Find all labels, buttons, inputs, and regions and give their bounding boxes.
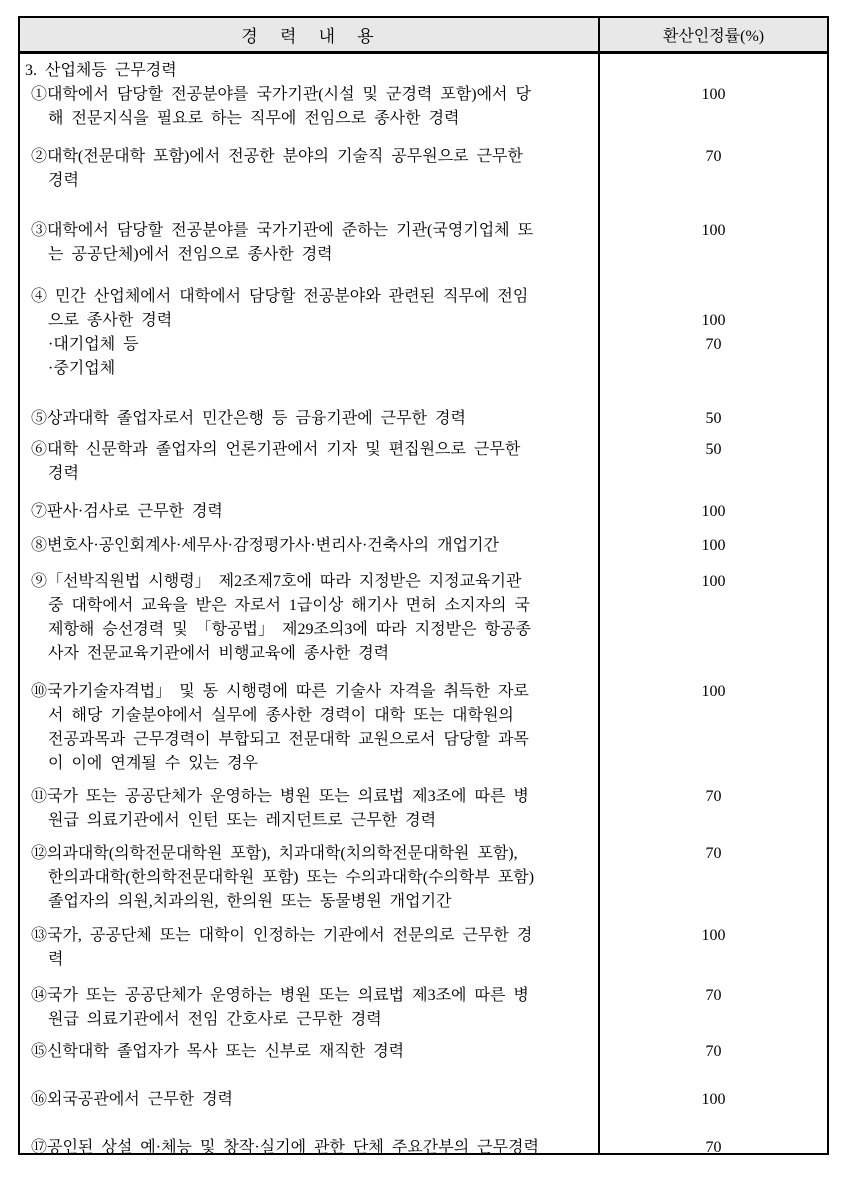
- rate-cell: [600, 407, 827, 431]
- table-row: [20, 842, 827, 914]
- entry-text-cell: [20, 407, 600, 431]
- entry-text-cell: [20, 59, 600, 83]
- career-content-header: 경 력 내 용: [241, 27, 379, 46]
- entry-line: 전공과목과 근무경력이 부합되고 전문대학 교원으로서 담당할 과목: [48, 731, 529, 748]
- entry-line: ⑭국가 또는 공공단체가 운영하는 병원 또는 의료법 제3조에 따른 병: [31, 987, 529, 1004]
- table-row: [20, 1088, 827, 1112]
- entry-line: ⑩국가기술자격법」 및 동 시행령에 따른 기술사 자격을 취득한 자로: [31, 683, 529, 700]
- rate-spacer: [600, 285, 827, 309]
- entry-line: 3. 산업체등 근무경력: [25, 62, 177, 79]
- entry-line: ⑫의과대학(의학전문대학원 포함), 치과대학(치의학전문대학원 포함),: [31, 845, 518, 862]
- entry-line: 사자 전문교육기관에서 비행교육에 종사한 경력: [48, 645, 390, 662]
- rate-cell: [600, 145, 827, 193]
- entry-line: ①대학에서 담당할 전공분야를 국가기관(시설 및 군경력 포함)에서 당: [31, 86, 531, 103]
- rate-cell: [600, 1136, 827, 1160]
- rate-cell: [600, 842, 827, 914]
- rate-cell: [600, 785, 827, 833]
- rate-value: 100: [701, 1091, 726, 1108]
- entry-line: 으로 종사한 경력: [48, 312, 173, 329]
- rate-value: 70: [705, 1043, 722, 1060]
- entry-line: 졸업자의 의원,치과의원, 한의원 또는 동물병원 개업기간: [48, 893, 452, 910]
- table-row: [20, 785, 827, 833]
- table-row: [20, 534, 827, 558]
- entry-line: 경력: [48, 172, 79, 189]
- entry-text-cell: [20, 924, 600, 972]
- rate-value: 70: [705, 1139, 722, 1156]
- column-divider: [598, 18, 600, 1153]
- entry-line: ·중기업체: [48, 360, 116, 377]
- entry-text-cell: [20, 785, 600, 833]
- table-row: [20, 984, 827, 1032]
- rate-value: 70: [705, 336, 722, 353]
- table-row: [20, 570, 827, 666]
- entry-text-cell: [20, 1088, 600, 1112]
- rate-cell: [600, 438, 827, 486]
- rate-value: 70: [705, 845, 722, 862]
- rate-cell: [600, 680, 827, 776]
- entry-line: 이 이에 연계될 수 있는 경우: [48, 755, 259, 772]
- entry-line: ·대기업체 등: [48, 336, 139, 353]
- entry-text-cell: [20, 145, 600, 193]
- entry-text-cell: [20, 219, 600, 267]
- rate-cell: [600, 219, 827, 267]
- entry-line: 는 공공단체)에서 전임으로 종사한 경력: [48, 246, 333, 263]
- entry-line: 경력: [48, 465, 79, 482]
- table-row: [20, 145, 827, 193]
- entry-line: ⑦판사·검사로 근무한 경력: [31, 503, 223, 520]
- rate-value: 50: [705, 441, 722, 458]
- rate-spacer: [600, 357, 827, 381]
- entry-line: ③대학에서 담당할 전공분야를 국가기관에 준하는 기관(국영기업체 또: [31, 222, 534, 239]
- entry-line: ⑨「선박직원법 시행령」 제2조제7호에 따라 지정받은 지정교육기관: [31, 573, 522, 590]
- entry-line: 중 대학에서 교육을 받은 자로서 1급이상 해기사 면허 소지자의 국: [48, 597, 530, 614]
- rate-value: 100: [701, 312, 726, 329]
- entry-line: ⑯외국공관에서 근무한 경력: [31, 1091, 234, 1108]
- entry-text-cell: [20, 438, 600, 486]
- table-row: [20, 219, 827, 267]
- entry-text-cell: [20, 285, 600, 381]
- entry-line: ⑥대학 신문학과 졸업자의 언론기관에서 기자 및 편집원으로 근무한: [31, 441, 521, 458]
- entry-text-cell: [20, 680, 600, 776]
- table-row: [20, 285, 827, 381]
- table-row: [20, 680, 827, 776]
- rate-value: 100: [701, 573, 726, 590]
- table-row: [20, 1040, 827, 1064]
- entry-text-cell: [20, 83, 600, 131]
- rate-value: 100: [701, 683, 726, 700]
- rate-cell: [600, 924, 827, 972]
- entry-text-cell: [20, 500, 600, 524]
- table-row: [20, 1136, 827, 1160]
- rate-cell: [600, 59, 827, 83]
- entry-line: ⑪국가 또는 공공단체가 운영하는 병원 또는 의료법 제3조에 따른 병: [31, 788, 529, 805]
- section-title-row: [20, 59, 827, 83]
- rate-cell: [600, 83, 827, 131]
- rate-value: 100: [701, 927, 726, 944]
- entry-line: 원급 의료기관에서 인턴 또는 레지던트로 근무한 경력: [48, 812, 437, 829]
- entry-line: ②대학(전문대학 포함)에서 전공한 분야의 기술직 공무원으로 근무한: [31, 148, 523, 165]
- rate-value: 100: [701, 503, 726, 520]
- table-header-row: [20, 18, 827, 54]
- table-row: [20, 500, 827, 524]
- conversion-rate-header: 환산인정률(%): [662, 28, 765, 45]
- rate-cell: [600, 570, 827, 666]
- table-row: [20, 438, 827, 486]
- rate-cell: [600, 1088, 827, 1112]
- rate-cell: [600, 285, 827, 381]
- career-rate-table: [18, 16, 829, 1155]
- entry-line: 력: [48, 951, 64, 968]
- rate-value: 50: [705, 410, 722, 427]
- entry-text-cell: [20, 842, 600, 914]
- rate-value: 70: [705, 148, 722, 165]
- entry-line: ⑬국가, 공공단체 또는 대학이 인정하는 기관에서 전문의로 근무한 경: [31, 927, 533, 944]
- rate-value: 100: [701, 537, 726, 554]
- rate-cell: [600, 984, 827, 1032]
- entry-line: ⑧변호사·공인회계사·세무사·감정평가사·변리사·건축사의 개업기간: [31, 537, 499, 554]
- rate-value: 100: [701, 222, 726, 239]
- entry-text-cell: [20, 534, 600, 558]
- table-row: [20, 83, 827, 131]
- entry-line: 서 해당 기술분야에서 실무에 종사한 경력이 대학 또는 대학원의: [48, 707, 514, 724]
- entry-line: ⑤상과대학 졸업자로서 민간은행 등 금융기관에 근무한 경력: [31, 410, 466, 427]
- entry-line: ⑰공인된 상설 예·체능 및 창작·실기에 관한 단체 주요간부의 근무경력: [31, 1139, 539, 1156]
- entry-text-cell: [20, 1040, 600, 1064]
- rate-cell: [600, 500, 827, 524]
- entry-line: 원급 의료기관에서 전임 간호사로 근무한 경력: [48, 1011, 382, 1028]
- rate-cell: [600, 1040, 827, 1064]
- entry-text-cell: [20, 1136, 600, 1160]
- table-row: [20, 407, 827, 431]
- entry-line: 해 전문지식을 필요로 하는 직무에 전임으로 종사한 경력: [48, 110, 460, 127]
- rate-value: 70: [705, 788, 722, 805]
- entry-text-cell: [20, 984, 600, 1032]
- entry-line: 제항해 승선경력 및 「항공법」 제29조의3에 따라 지정받은 항공종: [48, 621, 531, 638]
- table-body: [20, 54, 827, 1160]
- table-row: [20, 924, 827, 972]
- rate-cell: [600, 534, 827, 558]
- rate-value: 70: [705, 987, 722, 1004]
- entry-text-cell: [20, 570, 600, 666]
- entry-line: 한의과대학(한의학전문대학원 포함) 또는 수의과대학(수의학부 포함): [48, 869, 535, 886]
- entry-line: ⑮신학대학 졸업자가 목사 또는 신부로 재직한 경력: [31, 1043, 405, 1060]
- rate-value: 100: [701, 86, 726, 103]
- entry-line: ④ 민간 산업체에서 대학에서 담당할 전공분야와 관련된 직무에 전임: [31, 288, 529, 305]
